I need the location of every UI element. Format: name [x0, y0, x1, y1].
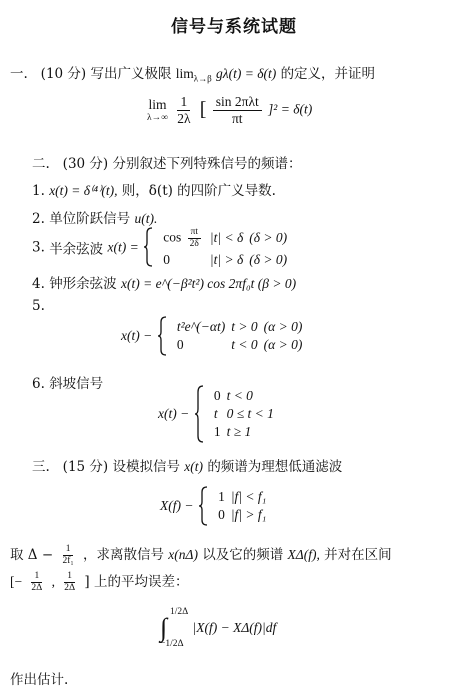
item-3-row1-b: |t| < δ: [209, 230, 244, 246]
q2-item-3: [32, 226, 293, 269]
item-2-expr: u(t).: [134, 211, 158, 226]
question-1-points: (10 分): [40, 66, 87, 82]
question-1-lim-sub: λ→β: [193, 73, 212, 84]
item-5-row1-b: t > 0: [231, 319, 258, 334]
item-3-row1-c: (δ > 0): [249, 230, 288, 246]
q2-item-6: [158, 385, 280, 443]
question-1-equation: lim λ→∞ $\frac{1}{2\lambda}$ [ $\frac{\text{sin 2πλt}}{\pi t}$ ]² = δ(t): [147, 94, 313, 126]
item-4-expr: x(t) = e^(−β²t²) cos 2πf₀t (β > 0): [120, 276, 297, 291]
q2-item-6-label-line: [32, 372, 103, 392]
equation-bracket-den: πt: [231, 110, 243, 126]
equation-frac-num: 1: [177, 94, 190, 111]
question-2-number: 二.: [32, 156, 50, 172]
q3-line-a-expr1: x(nΔ): [168, 547, 198, 562]
equation-lim-sub: λ→∞: [147, 113, 168, 124]
item-3-row1-a: cos: [163, 229, 182, 245]
item-3-cases: [163, 226, 293, 269]
item-6-row3-b: t ≥ 1: [226, 424, 252, 439]
question-3-line: [32, 455, 342, 475]
item-1-label: 1.: [32, 183, 45, 199]
question-2-points: (30 分): [62, 156, 109, 172]
q2-item-5-label: 5.: [32, 298, 45, 314]
item-5-row2-a: 0: [176, 337, 184, 352]
q3-line-b-1: [−: [10, 574, 23, 589]
question-3-points: (15 分): [62, 459, 109, 475]
integral-body: |X(f) − XΔ(f)|df: [192, 620, 277, 635]
item-3-frac-den: 2δ: [189, 238, 199, 249]
item-5-row2-b: t < 0: [231, 337, 258, 352]
q3-line-a-2: ，求离散信号: [82, 547, 164, 563]
question-1-text: 写出广义极限: [90, 66, 172, 82]
question-2-text: 分别叙述下列特殊信号的频谱：: [112, 156, 302, 172]
q3-row1-b: |f| < f₁: [230, 489, 267, 504]
q3-row2-b: |f| > f₁: [230, 507, 267, 522]
item-3-row2-a: 0: [163, 251, 171, 267]
equation-tail: ]² = δ(t): [268, 101, 313, 117]
item-6-expr: x(t) −: [158, 406, 190, 421]
question-3-number: 三.: [32, 459, 50, 475]
q3-row1-a: 1: [218, 489, 225, 504]
item-6-text: 斜坡信号: [49, 376, 104, 392]
question-1-text-after: 的定义，并证明: [280, 66, 376, 82]
q3-line-a-4: 并对在区间: [324, 547, 392, 563]
item-5-row1-a: t²e^(−αt): [176, 319, 226, 334]
item-1-expr: x(t) = δ⁽⁴⁾(t),: [49, 183, 118, 198]
q3-final: 作出估计.: [10, 672, 69, 688]
question-3-text1: 设模拟信号: [112, 459, 180, 475]
q3-line-a: [10, 543, 392, 567]
q3-eq-lhs: X(f) −: [160, 498, 194, 513]
item-5-row2-c: (α > 0): [263, 337, 303, 352]
item-5-expr: x(t) −: [121, 328, 153, 343]
q3-line-a-frac-num: 1: [63, 544, 74, 556]
q3-line-a-frac-den: 2f₁: [62, 556, 74, 566]
item-2-text: 单位阶跃信号: [49, 211, 131, 227]
item-4-label: 4.: [32, 276, 45, 292]
item-3-text: 半余弦波: [49, 241, 104, 258]
page-title: 信号与系统试题: [171, 17, 297, 37]
integral-lower: −1/2Δ: [160, 639, 184, 649]
q3-line-b-comma: ,: [51, 574, 55, 589]
left-brace-icon: [143, 227, 153, 267]
equation-bracket-num: sin 2πλt: [213, 94, 262, 111]
equation-lim: lim: [148, 97, 167, 113]
left-brace-icon: [194, 385, 204, 443]
item-5-row1-c: (α > 0): [263, 319, 303, 334]
q3-line-a-expr2: XΔ(f),: [287, 547, 320, 562]
item-3-row2-c: (δ > 0): [249, 251, 288, 267]
item-3-expr: x(t) =: [107, 239, 139, 255]
q3-line-b: [10, 570, 188, 594]
q3-integral: [160, 607, 276, 649]
q2-item-1: [32, 179, 276, 199]
question-3-text2: 的频谱为理想低通滤波: [207, 459, 343, 475]
question-1-lim: lim: [175, 66, 194, 81]
q3-line-b-frac2-den: 2Δ: [64, 583, 76, 593]
q3-line-b-2: ] 上的平均误差：: [84, 574, 189, 590]
q3-line-a-3: 以及它的频谱: [202, 547, 284, 563]
item-5-cases: [177, 318, 309, 354]
question-1-number: 一.: [10, 66, 28, 82]
integral-sign-icon: ∫: [160, 613, 168, 642]
left-brace-icon: [157, 316, 167, 356]
item-6-label: 6.: [32, 376, 45, 392]
question-3-expr: x(t): [184, 459, 204, 474]
item-6-row2-a: t: [213, 406, 218, 421]
item-6-row3-a: 1: [213, 424, 221, 439]
q2-item-5: [121, 316, 308, 356]
item-6-row1-a: 0: [213, 388, 221, 403]
question-1-line: [10, 62, 375, 84]
q2-item-2: [32, 207, 157, 227]
item-2-label: 2.: [32, 211, 45, 227]
q2-item-4: [32, 272, 296, 292]
item-3-row2-b: |t| > δ: [209, 251, 244, 267]
item-4-text: 钟形余弦波: [49, 276, 117, 292]
q3-line-b-frac1-num: 1: [31, 571, 42, 583]
equation-frac-den: 2λ: [177, 110, 191, 126]
question-1-g-expr: gλ(t) = δ(t): [216, 66, 277, 81]
integral-upper: 1/2Δ: [170, 607, 189, 617]
item-3-frac-num: πt: [188, 227, 201, 239]
q3-cases: [218, 488, 272, 524]
question-2-line: [32, 152, 301, 172]
left-brace-icon: [198, 486, 208, 526]
item-6-cases: [214, 387, 280, 441]
q3-line-b-frac1-den: 2Δ: [31, 583, 43, 593]
q3-line-a-1: 取 Δ −: [10, 547, 54, 563]
item-6-row2-b: 0 ≤ t < 1: [226, 406, 274, 421]
q3-row2-a: 0: [218, 507, 225, 522]
item-6-row1-b: t < 0: [226, 388, 253, 403]
q3-filter-equation: [160, 486, 272, 526]
item-1-text: 则，δ(t) 的四阶广义导数.: [121, 183, 276, 199]
item-3-label: 3.: [32, 239, 45, 256]
q3-line-b-frac2-num: 1: [64, 571, 75, 583]
